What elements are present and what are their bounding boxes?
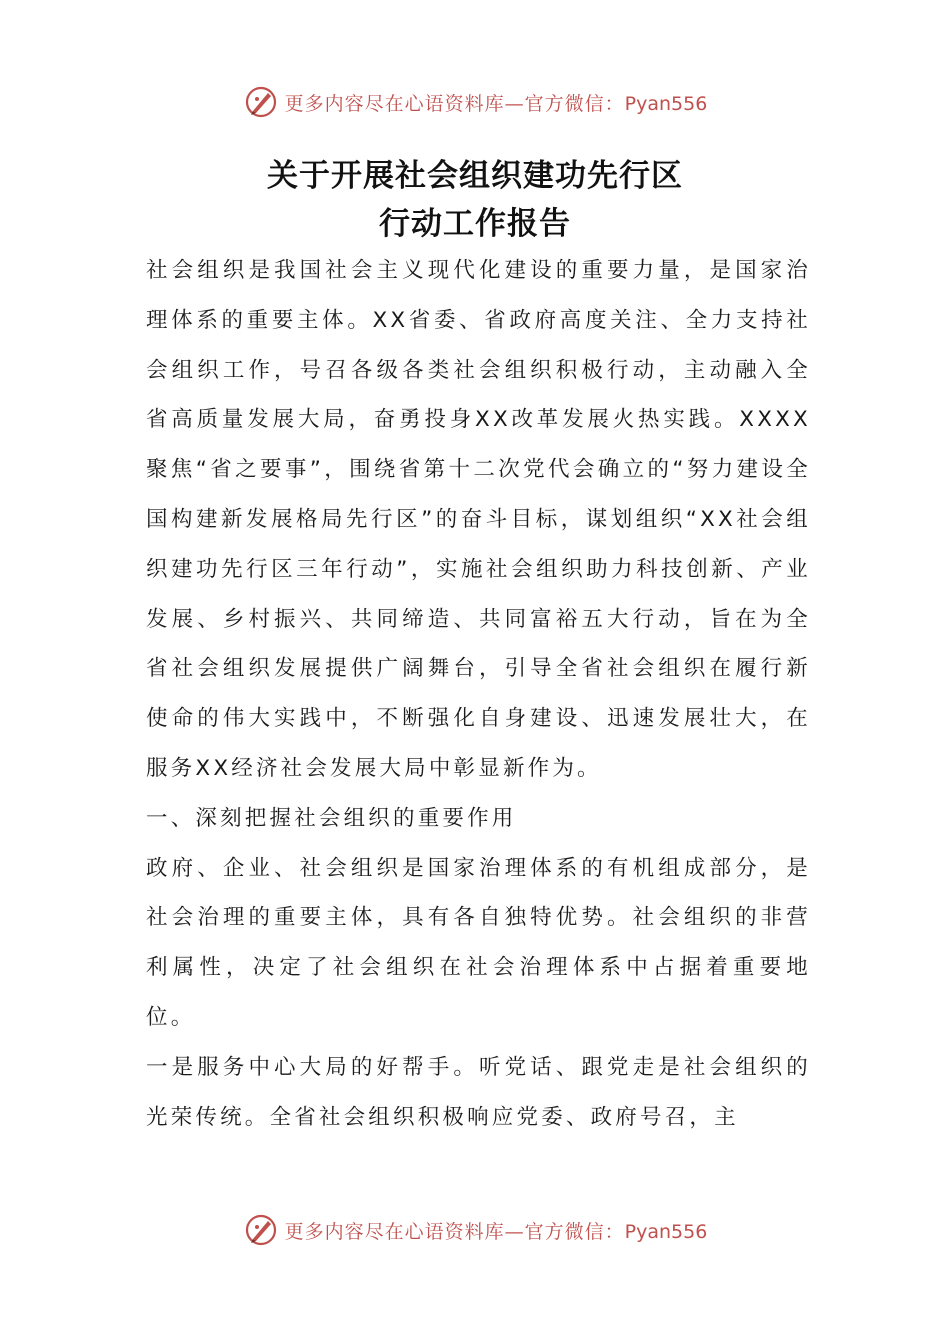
watermark-text: 更多内容尽在心语资料库—官方微信：Pyan556 <box>284 1220 708 1243</box>
paragraph-section1: 政府、企业、社会组织是国家治理体系的有机组成部分，是社会治理的重要主体，具有各自独特优势。社会组织的非营利属性，决定了社会组织在社会治理体系中占据着重要地位。 <box>146 855 811 1030</box>
section-heading: 一、深刻把握社会组织的重要作用 <box>146 805 517 831</box>
watermark-text: 更多内容尽在心语资料库—官方微信：Pyan556 <box>284 92 708 115</box>
document-title-line2: 行动工作报告 <box>379 206 571 242</box>
pen-logo-icon <box>243 1212 279 1248</box>
watermark-footer <box>0 1210 950 1250</box>
document-title-line1: 关于开展社会组织建功先行区 <box>267 158 683 194</box>
document-body <box>146 246 811 1142</box>
paragraph-intro: 社会组织是我国社会主义现代化建设的重要力量，是国家治理体系的重要主体。XX省委、省政府高度关注、全力支持社会组织工作，号召各级各类社会组织积极行动，主动融入全省高质量发展大局，奋勇投身XX改革发展火热实践。XXXX聚焦“省之要事”，围绕省第十二次党代会确立的“努力建设全国构建新发展格局先行区”的奋斗目标，谋划组织“XX社会组织建功先行区三年行动”，实施社会组织助力科技创新、产业发展、乡村振兴、共同缔造、共同富裕五大行动，旨在为全省社会组织发展提供广阔舞台，引导全省社会组织在履行新使命的伟大实践中，不断强化自身建设、迅速发展壮大，在服务XX经济社会发展大局中彰显新作为。 <box>146 258 811 781</box>
watermark-header <box>0 82 950 122</box>
paragraph-point1: 一是服务中心大局的好帮手。听党话、跟党走是社会组织的光荣传统。全省社会组织积极响应党委、政府号召，主 <box>146 1054 811 1130</box>
pen-logo-icon <box>243 84 279 120</box>
